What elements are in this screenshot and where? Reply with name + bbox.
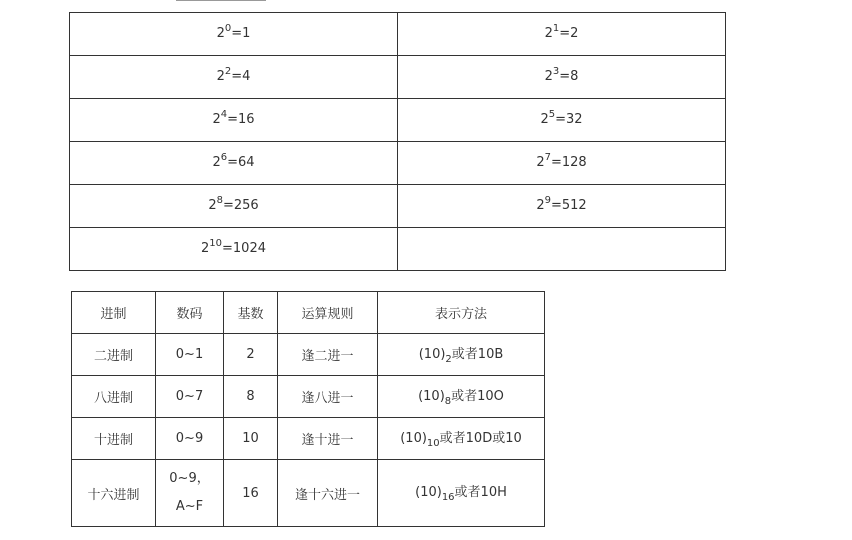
table-row (72, 334, 545, 376)
column-header: 数码 (156, 292, 224, 334)
radix-value: 16 (224, 460, 278, 527)
digit-range: 0~9 (156, 418, 224, 460)
table-cell: $2^1=2$ (398, 13, 726, 56)
system-name: 二进制 (72, 334, 156, 376)
carry-rule: 逢十进一 (278, 418, 378, 460)
column-header: 进制 (72, 292, 156, 334)
table-cell-empty (398, 228, 726, 271)
system-name: 十六进制 (72, 460, 156, 527)
carry-rule: 逢二进一 (278, 334, 378, 376)
digit-range: 0~9， A~F (156, 460, 224, 527)
table-cell: $2^4=16$ (70, 99, 398, 142)
table-row (70, 142, 726, 185)
system-name: 八进制 (72, 376, 156, 418)
table-header-row (72, 292, 545, 334)
table-cell: $2^3=8$ (398, 56, 726, 99)
table-row (70, 56, 726, 99)
table-row (70, 13, 726, 56)
column-header: 基数 (224, 292, 278, 334)
table-cell: $2^5=32$ (398, 99, 726, 142)
notation: $(10)_{16}$或者10H (378, 460, 545, 527)
table-cell: $2^6=64$ (70, 142, 398, 185)
table-row (72, 418, 545, 460)
digit-range: 0~7 (156, 376, 224, 418)
table-row (70, 185, 726, 228)
table-cell: $2^7=128$ (398, 142, 726, 185)
table-cell: $2^2=4$ (70, 56, 398, 99)
radix-value: 2 (224, 334, 278, 376)
clipped-text-line (176, 0, 266, 1)
table-row (70, 99, 726, 142)
carry-rule: 逢十六进一 (278, 460, 378, 527)
number-systems-table (71, 291, 545, 527)
table-row (72, 376, 545, 418)
table-cell: $2^0=1$ (70, 13, 398, 56)
column-header: 表示方法 (378, 292, 545, 334)
table-cell: $2^{10}=1024$ (70, 228, 398, 271)
table-cell: $2^8=256$ (70, 185, 398, 228)
table-cell: $2^9=512$ (398, 185, 726, 228)
digit-range: 0~1 (156, 334, 224, 376)
powers-of-two-table (69, 12, 726, 271)
radix-value: 8 (224, 376, 278, 418)
table-row (72, 460, 545, 527)
carry-rule: 逢八进一 (278, 376, 378, 418)
notation: $(10)_{10}$或者10D或10 (378, 418, 545, 460)
table-row (70, 228, 726, 271)
system-name: 十进制 (72, 418, 156, 460)
notation: $(10)_2$或者10B (378, 334, 545, 376)
notation: $(10)_8$或者10O (378, 376, 545, 418)
radix-value: 10 (224, 418, 278, 460)
column-header: 运算规则 (278, 292, 378, 334)
